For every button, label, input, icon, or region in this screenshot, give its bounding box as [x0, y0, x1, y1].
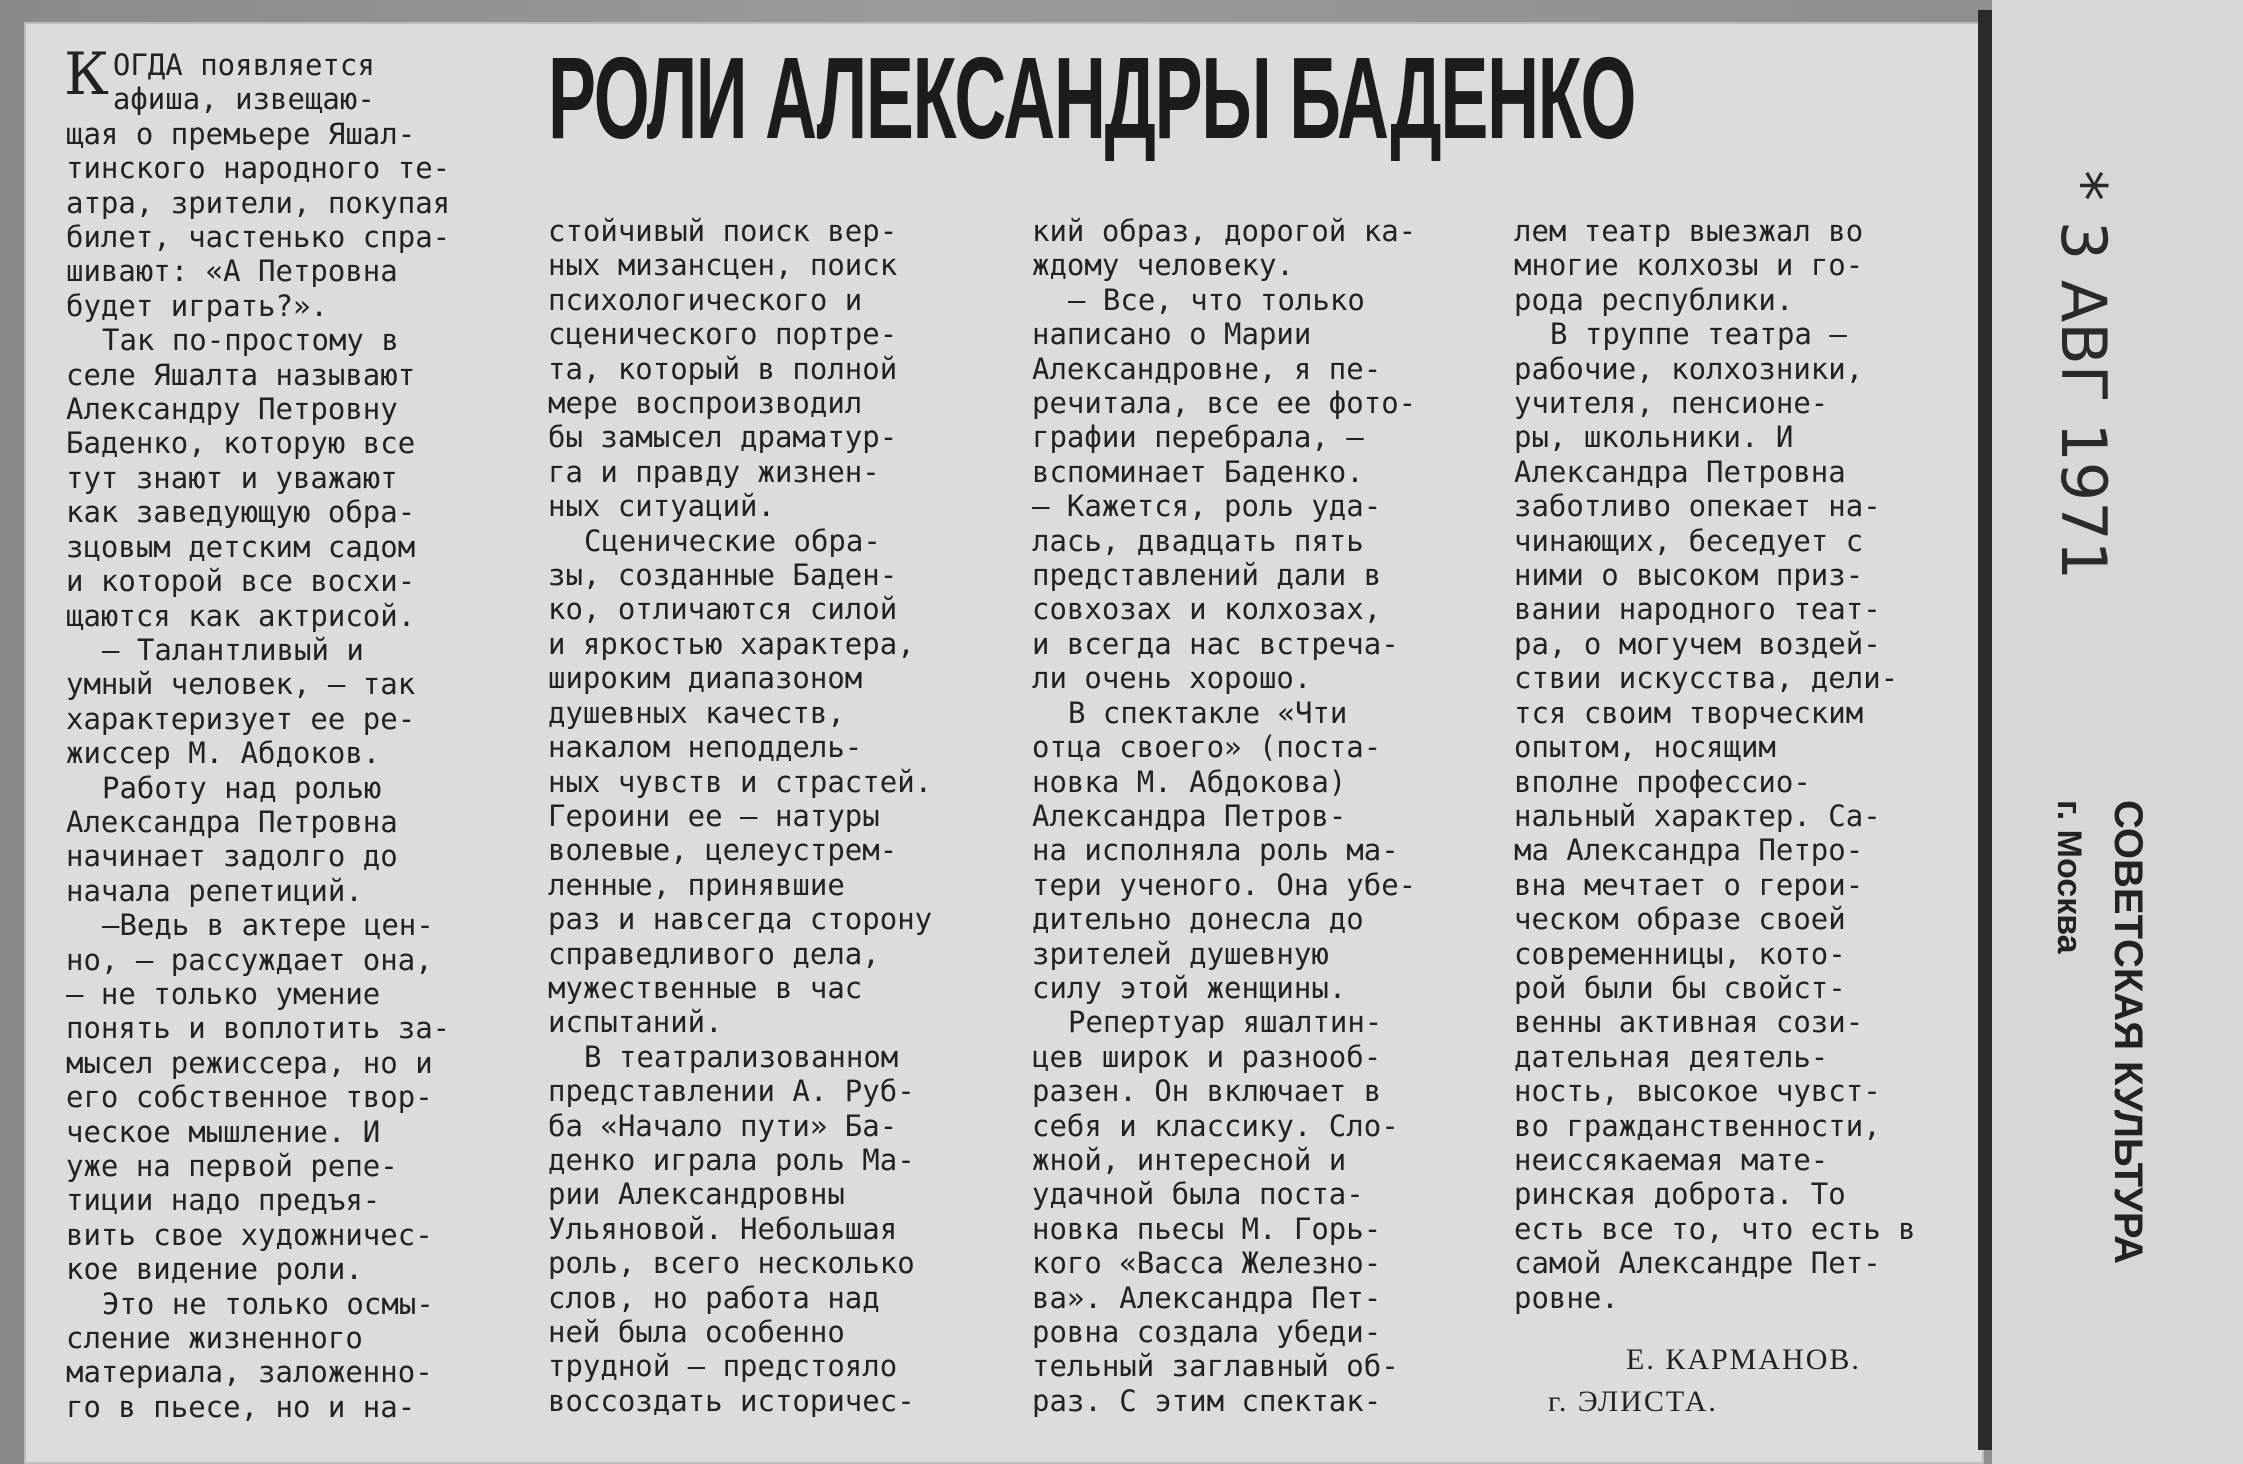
article-column-3 — [1032, 214, 1456, 1418]
paragraph: Так по-простому в селе Яшалта называют Александру Петровну Баденко, которую все тут знают и уважают как заведующую обра- зцовым детским садом и которой все восхи- щаются как актрисой. — [66, 323, 416, 633]
paragraph: В труппе театра — рабочие, колхозники, учителя, пенсионе- ры, школьники. И Александра Петровна заботливо опекает на- чинающих, беседует с ними о высоком приз- вании народного теат- ра, о могучем воздей- ствии искусства, дели- тся своим творческим опытом, носящим вполне профессио- нальный характер. Са- ма Александра Петро- вна мечтает о герои- ческом образе своей современницы, кото- рой были бы свойст- венны активная сози- дательная деятель- ность, высокое чувст- во гражданственности, неиссякаемая мате- ринская доброта. То есть все то, что есть в самой Александре Пет- ровне. — [1514, 317, 1916, 1315]
date-stamp — [2047, 170, 2128, 581]
article-column-2 — [548, 214, 972, 1418]
author-city: г. ЭЛИСТА. — [1548, 1385, 1718, 1418]
drop-cap: К — [64, 40, 109, 108]
paragraph: — Все, что только написано о Марии Александровне, я пе- речитала, все ее фото- графии перебрала, — вспоминает Баденко. — Кажется, роль уда- лась, двадцать пять представлений дали в совхозах и колхозах, и всегда нас встреча- ли очень хорошо. — [1032, 282, 1417, 696]
article-column-1 — [64, 40, 490, 1424]
paragraph: — Талантливый и умный человек, — так характеризует ее ре- жиссер М. Абдоков. — [66, 632, 416, 771]
source-newspaper-name: СОВЕТСКАЯ КУЛЬТУРА — [2106, 800, 2150, 1264]
paragraph — [64, 40, 490, 323]
paragraph: —Ведь в актере цен- но, — рассуждает она, — не только умение понять и воплотить за- мысел режиссера, но и его собственное твор- ческое мышление. И уже на первой репе- тиции надо предъя- вить свое художничес- кое видение роли. — [66, 908, 451, 1287]
author-signature: Е. КАРМАНОВ. — [1626, 1343, 1861, 1376]
paragraph: Это не только осмы- сление жизненного материала, заложенно- го в пьесе, но и на- — [66, 1286, 434, 1424]
article-headline: РОЛИ АЛЕКСАНДРЫ БАДЕНКО — [548, 33, 1636, 163]
paragraph: Работу над ролью Александра Петровна начинает задолго до начала репетиций. — [66, 770, 398, 908]
source-stamp — [2050, 800, 2170, 1300]
date-stamp-text: * 3 АВГ 1971 — [2047, 170, 2120, 581]
paragraph-text: ОГДА появляется афиша, извещаю- щая о премьере Яшал- тинского народного те- атра, зрители, покупая билет, частенько спра- шивают: «А Петровна будет играть?». — [66, 48, 451, 323]
article-column-4 — [1514, 214, 1938, 1315]
paragraph: Репертуар яшалтин- цев широк и разнооб- разен. Он включает в себя и классику. Сло- жной, интересной и удачной была поста- новка пьесы М. Горь- кого «Васса Железно- ва». Александра Пет- ровна создала убеди- тельный заглавный об- раз. С этим спектак- — [1032, 1005, 1399, 1418]
paragraph: стойчивый поиск вер- ных мизансцен, поиск психологического и сценического портре- та, который в полной мере воспроизводил бы замысел драматур- га и правду жизнен- ных ситуаций. — [548, 214, 898, 524]
paragraph: лем театр выезжал во многие колхозы и го- рода республики. — [1514, 214, 1864, 317]
paragraph: Сценические обра- зы, созданные Баден- ко, отличаются силой и яркостью характера, широким диапазоном душевных качеств, накалом неподдель- ных чувств и страстей. Героини ее — натуры волевые, целеустрем- ленные, принявшие раз и навсегда сторону справедливого дела, мужественные в час испытаний. — [548, 523, 933, 1040]
paragraph: В театрализованном представлении А. Руб- ба «Начало пути» Ба- денко играла роль Ма- рии Александровны Ульяновой. Небольшая роль, всего несколько слов, но работа над ней была особенно трудной — предстояло воссоздать историчес- — [548, 1039, 915, 1418]
clipping-edge-line — [1978, 10, 1992, 1450]
source-newspaper-city: г. Москва — [2050, 800, 2088, 954]
paragraph: кий образ, дорогой ка- ждому человеку. — [1032, 214, 1417, 283]
paragraph: В спектакле «Чти отца своего» (поста- новка М. Абдокова) Александра Петров- на исполняла роль ма- тери ученого. Она убе- дительно донесла до зрителей душевную силу этой женщины. — [1032, 695, 1417, 1005]
